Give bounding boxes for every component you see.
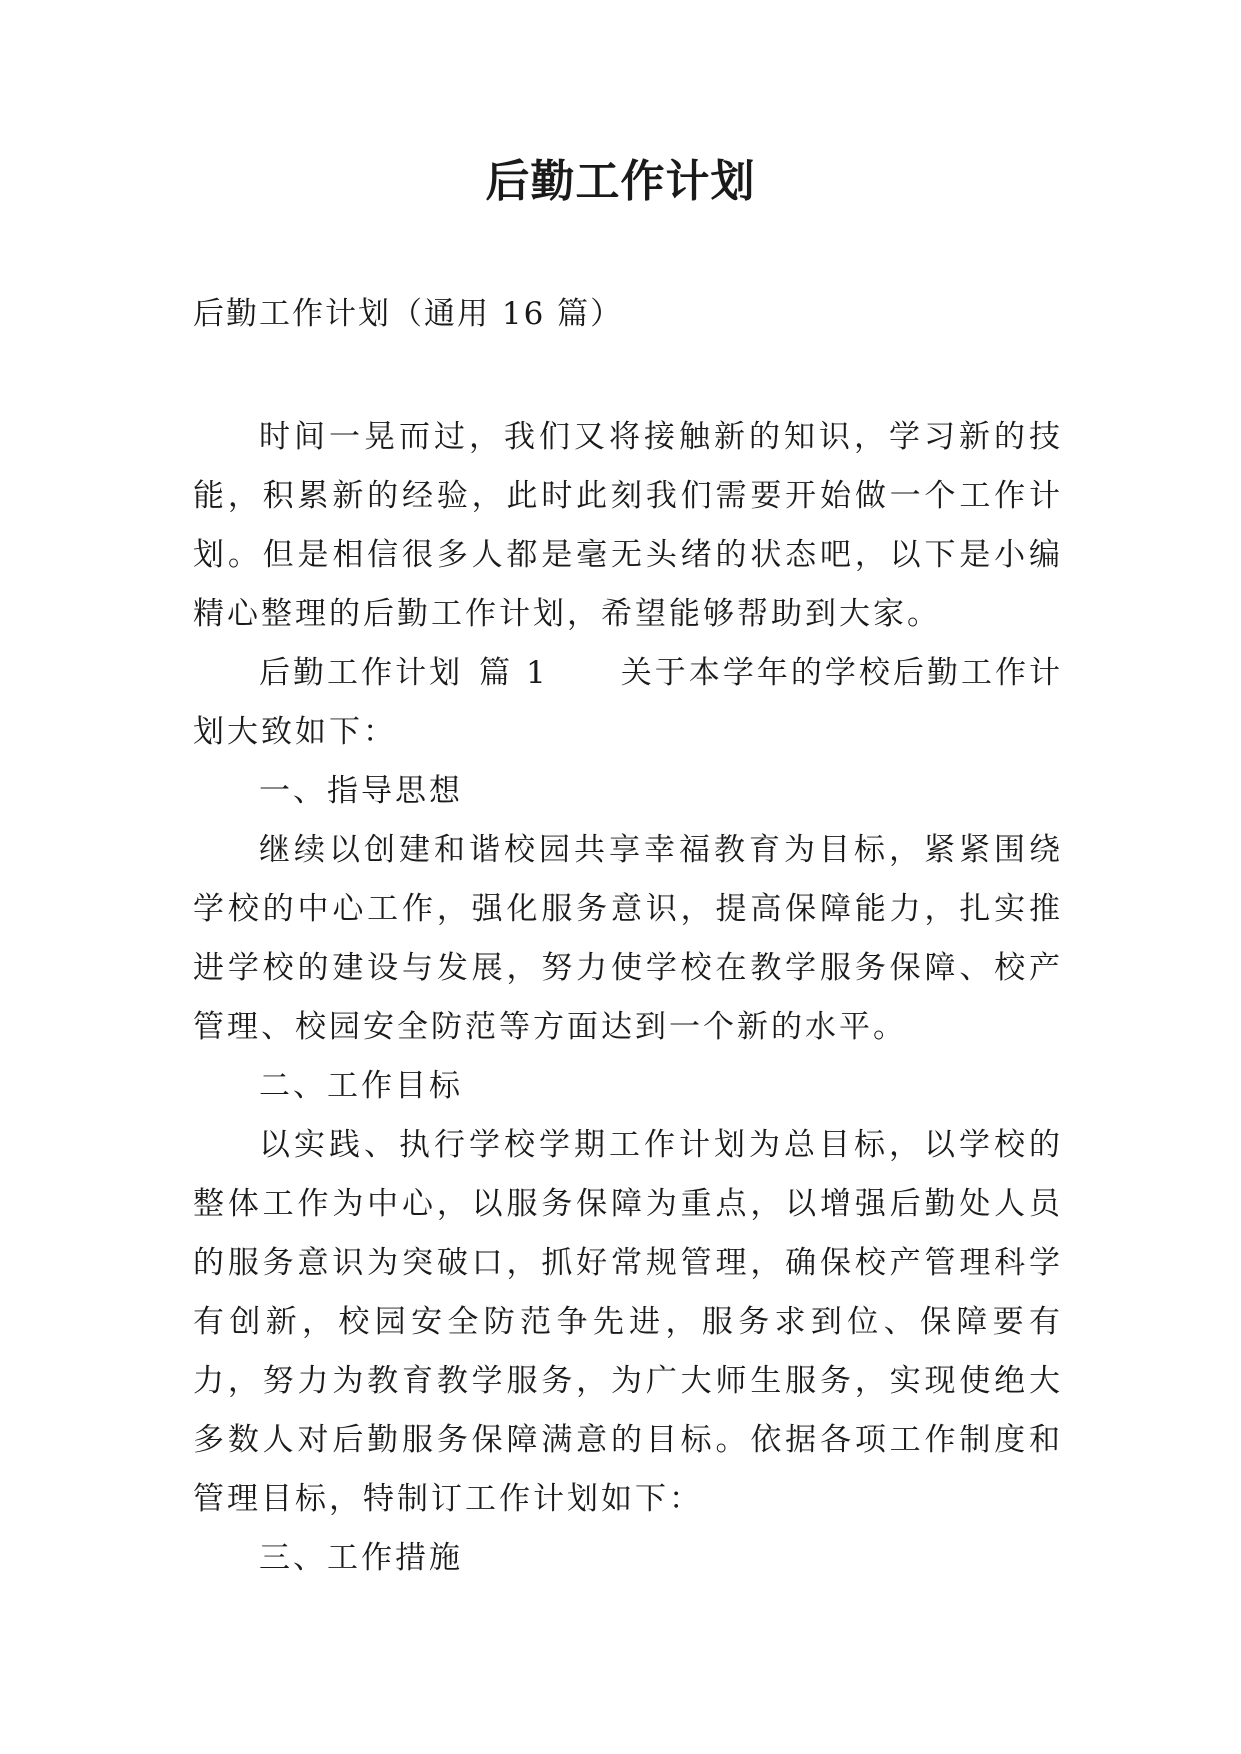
- chapter-label: 篇 1: [479, 655, 549, 691]
- section-heading-2: 二、工作目标: [259, 1068, 463, 1104]
- section-heading-3: 三、工作措施: [259, 1540, 463, 1576]
- section-heading-1: 一、指导思想: [259, 773, 463, 809]
- document-body: [193, 408, 1063, 1588]
- intro-paragraph: 时间一晃而过，我们又将接触新的知识，学习新的技能，积累新的经验，此时此刻我们需要开始做一个工作计划。但是相信很多人都是毫无头绪的状态吧，以下是小编精心整理的后勤工作计划，希望能够帮助到大家。: [193, 419, 1063, 632]
- chapter-paragraph: [193, 644, 1063, 762]
- chapter-lead: 关于本学年的学校后勤工作计划大致如下：: [193, 655, 1064, 750]
- section-text-1: 继续以创建和谐校园共享幸福教育为目标，紧紧围绕学校的中心工作，强化服务意识，提高保障能力，扎实推进学校的建设与发展，努力使学校在教学服务保障、校产管理、校园安全防范等方面达到一个新的水平。: [193, 832, 1063, 1045]
- chapter-name: 后勤工作计划: [259, 655, 464, 691]
- section-text-2: 以实践、执行学校学期工作计划为总目标，以学校的整体工作为中心，以服务保障为重点，以增强后勤处人员的服务意识为突破口，抓好常规管理，确保校产管理科学有创新，校园安全防范争先进，服务求到位、保障要有力，努力为教育教学服务，为广大师生服务，实现使绝大多数人对后勤服务保障满意的目标。依据各项工作制度和管理目标，特制订工作计划如下：: [193, 1127, 1063, 1517]
- document-title: 后勤工作计划: [485, 156, 756, 207]
- document-subtitle: 后勤工作计划（通用 16 篇）: [193, 296, 624, 332]
